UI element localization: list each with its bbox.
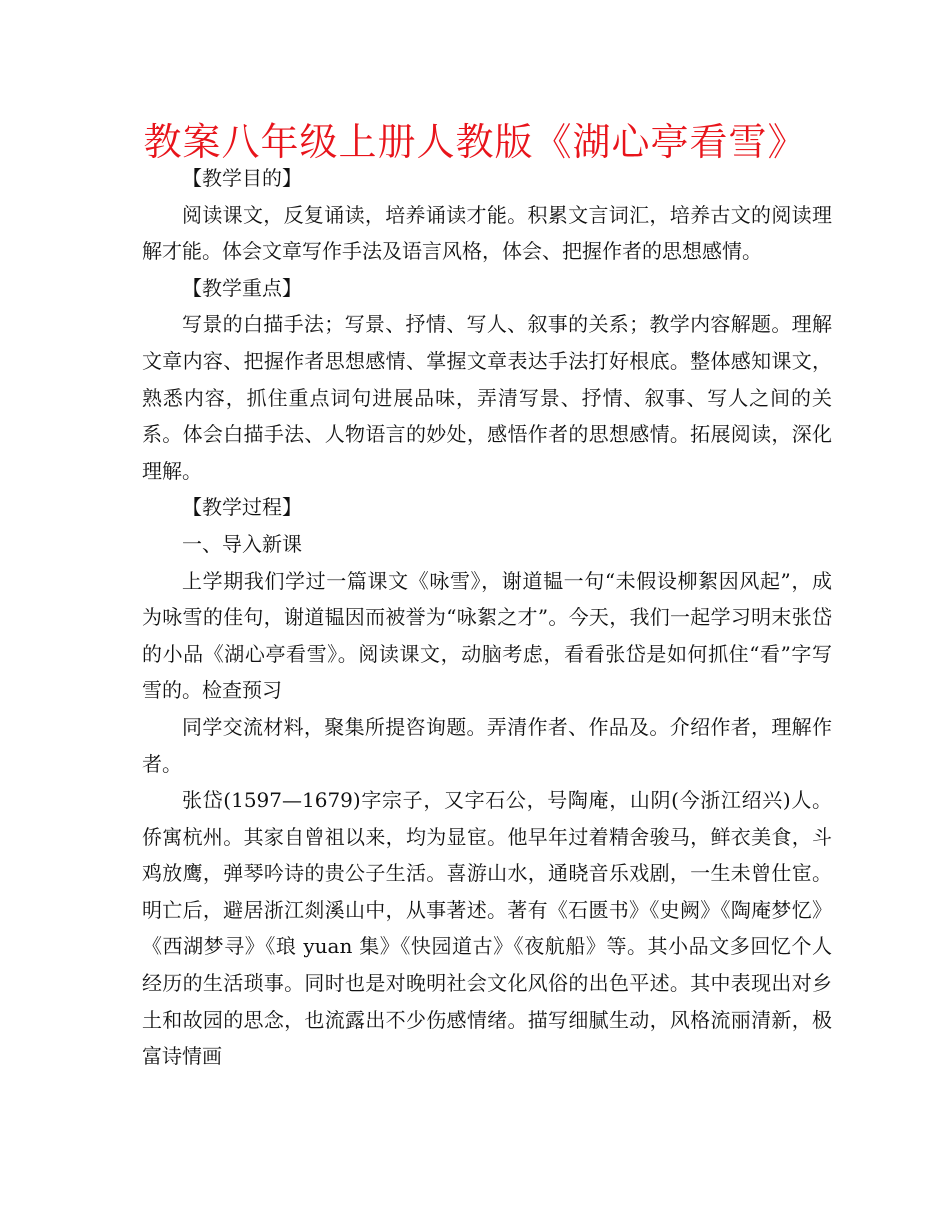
paragraph-introduction: 上学期我们学过一篇课文《咏雪》，谢道韫一句“未假设柳絮因风起”，成为咏雪的佳句，谢道韫因而被誉为“咏絮之才”。今天，我们一起学习明末张岱的小品《湖心亭看雪》。阅读课文，动脑考虑，看看张岱是如何抓住“看”字写雪的。检查预习 (142, 568, 832, 703)
section-heading-process: 【教学过程】 (182, 495, 302, 520)
section-heading-key-points: 【教学重点】 (182, 275, 302, 300)
paragraph-author-bio: 张岱(1597—1679)字宗子，又字石公，号陶庵，山阴(今浙江绍兴)人。侨寓杭州。其家自曾祖以来，均为显宦。他早年过着精舍骏马，鲜衣美食，斗鸡放鹰，弹琴吟诗的贵公子生活。喜游山水，通晓音乐戏剧，一生未曾仕宦。明亡后，避居浙江剡溪山中，从事著述。著有《石匮书》《史阙》《陶庵梦忆》《西湖梦寻》《琅 yuan 集》《快园道古》《夜航船》等。其小品文多回忆个人经历的生活琐事。同时也是对晚明社会文化风俗的出色平述。其中表现出对乡土和故园的思念，也流露出不少伤感情绪。描写细腻生动，风格流丽清新，极富诗情画 (142, 788, 832, 1069)
document-title: 教案八年级上册人教版《湖心亭看雪》 (143, 120, 807, 164)
subheading-introduction: 一、导入新课 (182, 531, 302, 556)
paragraph-student-exchange: 同学交流材料，聚集所提咨询题。弄清作者、作品及。介绍作者，理解作者。 (142, 714, 832, 776)
paragraph-objectives: 阅读课文，反复诵读，培养诵读才能。积累文言词汇，培养古文的阅读理解才能。体会文章写作手法及语言风格，体会、把握作者的思想感情。 (142, 202, 832, 264)
document-body (142, 160, 832, 1075)
section-heading-objectives: 【教学目的】 (182, 166, 302, 190)
paragraph-key-points: 写景的白描手法；写景、抒情、写人、叙事的关系；教学内容解题。理解文章内容、把握作者思想感情、掌握文章表达手法打好根底。整体感知课文，熟悉内容，抓住重点词句进展品味，弄清写景、抒情、叙事、写人之间的关系。体会白描手法、人物语言的妙处，感悟作者的思想感情。拓展阅读，深化理解。 (142, 312, 832, 483)
